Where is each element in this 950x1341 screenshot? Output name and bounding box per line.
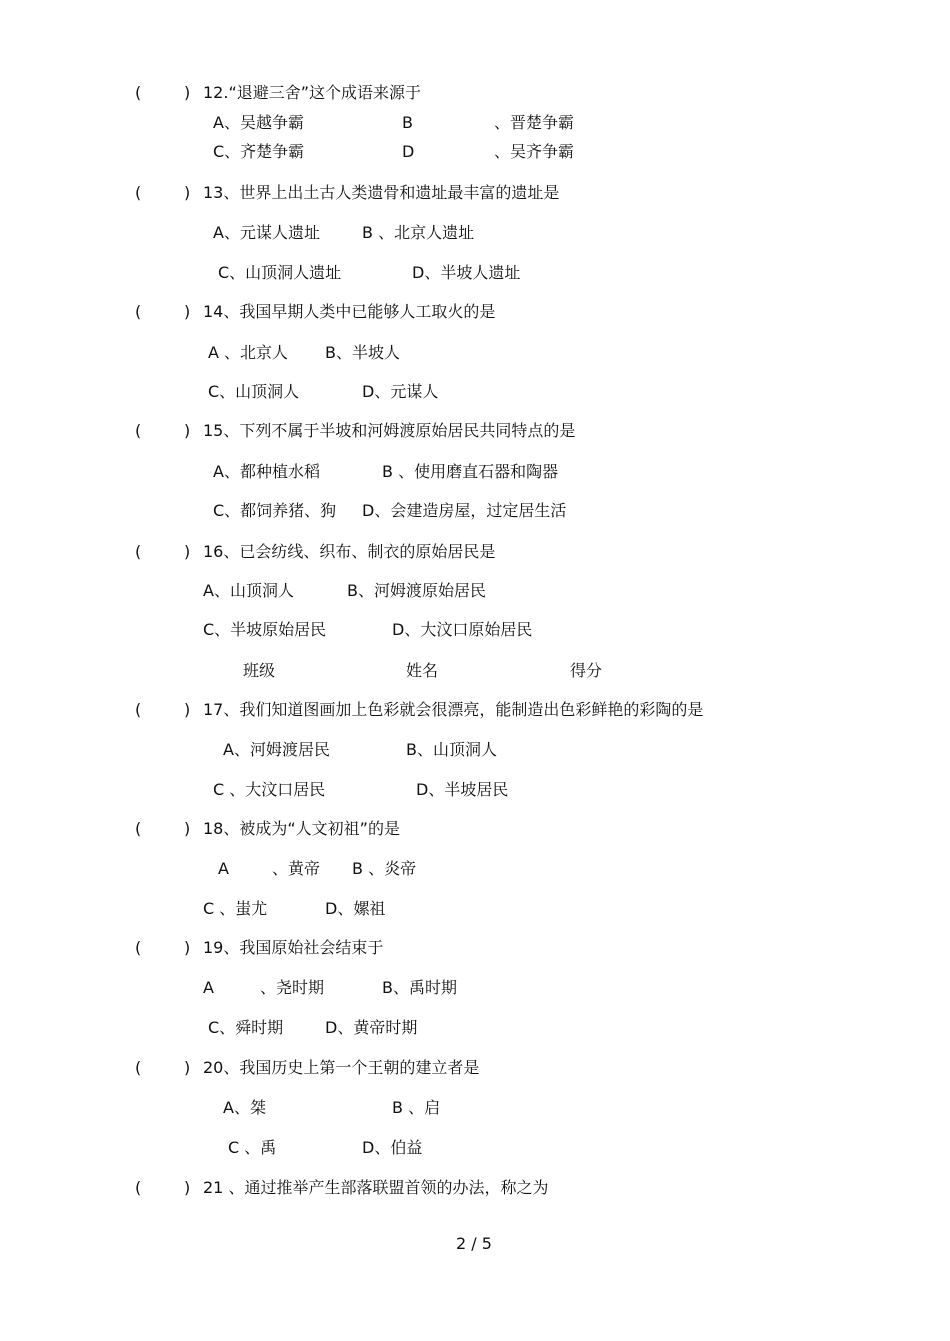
question-19-option-b: B、禹时期 bbox=[382, 978, 457, 997]
question-14-option-d: D、元谋人 bbox=[362, 382, 439, 401]
answer-bracket-close: ) bbox=[184, 542, 191, 561]
question-17-option-a: A、河姆渡居民 bbox=[223, 740, 330, 759]
question-12-stem: 12.“退避三舍”这个成语来源于 bbox=[203, 83, 422, 102]
question-20-option-d: D、伯益 bbox=[362, 1138, 423, 1157]
question-20-stem: 20、我国历史上第一个王朝的建立者是 bbox=[203, 1058, 480, 1077]
question-18-option-b: B 、炎帝 bbox=[352, 859, 417, 878]
question-17-option-d: D、半坡居民 bbox=[416, 780, 509, 799]
answer-bracket-open: ( bbox=[135, 542, 142, 561]
answer-bracket-open: ( bbox=[135, 1058, 142, 1077]
question-12-option-b-letter: B bbox=[402, 113, 413, 132]
question-14-stem: 14、我国早期人类中已能够人工取火的是 bbox=[203, 302, 496, 321]
question-19-stem: 19、我国原始社会结束于 bbox=[203, 938, 384, 957]
question-18-option-a-text: 、黄帝 bbox=[272, 859, 321, 878]
answer-bracket-open: ( bbox=[135, 183, 142, 202]
class-label: 班级 bbox=[243, 661, 276, 680]
question-13-option-d: D、半坡人遗址 bbox=[412, 263, 521, 282]
question-15-option-c: C、都饲养猪、狗 bbox=[213, 501, 337, 520]
question-13-stem: 13、世界上出土古人类遗骨和遗址最丰富的遗址是 bbox=[203, 183, 560, 202]
answer-bracket-close: ) bbox=[184, 83, 191, 102]
question-18-option-a-letter: A bbox=[218, 859, 229, 878]
question-14-option-b: B、半坡人 bbox=[325, 343, 400, 362]
answer-bracket-close: ) bbox=[184, 819, 191, 838]
question-13-option-c: C、山顶洞人遗址 bbox=[218, 263, 342, 282]
question-12-option-a: A、吴越争霸 bbox=[213, 113, 304, 132]
question-21-stem: 21 、通过推举产生部落联盟首领的办法，称之为 bbox=[203, 1178, 549, 1197]
question-12-option-d-text: 、吴齐争霸 bbox=[494, 142, 575, 161]
question-16-option-a: A、山顶洞人 bbox=[203, 581, 294, 600]
answer-bracket-close: ) bbox=[184, 700, 191, 719]
question-14-option-c: C、山顶洞人 bbox=[208, 382, 300, 401]
answer-bracket-close: ) bbox=[184, 938, 191, 957]
question-20-option-a: A、桀 bbox=[223, 1098, 266, 1117]
answer-bracket-close: ) bbox=[184, 302, 191, 321]
question-16-option-d: D、大汶口原始居民 bbox=[392, 620, 533, 639]
answer-bracket-close: ) bbox=[184, 1058, 191, 1077]
answer-bracket-open: ( bbox=[135, 938, 142, 957]
question-13-option-b: B 、北京人遗址 bbox=[362, 223, 475, 242]
question-16-stem: 16、已会纺线、织布、制衣的原始居民是 bbox=[203, 542, 496, 561]
score-label: 得分 bbox=[570, 661, 603, 680]
answer-bracket-close: ) bbox=[184, 421, 191, 440]
answer-bracket-open: ( bbox=[135, 819, 142, 838]
answer-bracket-open: ( bbox=[135, 1178, 142, 1197]
question-19-option-d: D、黄帝时期 bbox=[325, 1018, 418, 1037]
question-20-option-c: C 、禹 bbox=[228, 1138, 277, 1157]
question-12-option-b-text: 、晋楚争霸 bbox=[494, 113, 575, 132]
question-16-option-b: B、河姆渡原始居民 bbox=[347, 581, 486, 600]
answer-bracket-open: ( bbox=[135, 302, 142, 321]
question-13-option-a: A、元谋人遗址 bbox=[213, 223, 320, 242]
question-16-option-c: C、半坡原始居民 bbox=[203, 620, 327, 639]
question-18-option-c: C 、蚩尤 bbox=[203, 899, 268, 918]
answer-bracket-open: ( bbox=[135, 421, 142, 440]
question-18-stem: 18、被成为“人文初祖”的是 bbox=[203, 819, 400, 838]
question-18-option-d: D、嫘祖 bbox=[325, 899, 386, 918]
name-label: 姓名 bbox=[406, 661, 439, 680]
question-15-option-d: D、会建造房屋，过定居生活 bbox=[362, 501, 567, 520]
question-19-option-c: C、舜时期 bbox=[208, 1018, 284, 1037]
question-17-option-c: C 、大汶口居民 bbox=[213, 780, 326, 799]
answer-bracket-close: ) bbox=[184, 183, 191, 202]
question-15-option-b: B 、使用磨直石器和陶器 bbox=[382, 462, 559, 481]
answer-bracket-close: ) bbox=[184, 1178, 191, 1197]
question-15-option-a: A、都种植水稻 bbox=[213, 462, 320, 481]
question-17-option-b: B、山顶洞人 bbox=[406, 740, 497, 759]
page-number: 2 / 5 bbox=[456, 1234, 492, 1253]
answer-bracket-open: ( bbox=[135, 83, 142, 102]
question-20-option-b: B 、启 bbox=[392, 1098, 441, 1117]
question-14-option-a: A 、北京人 bbox=[208, 343, 289, 362]
question-12-option-c: C、齐楚争霸 bbox=[213, 142, 305, 161]
question-15-stem: 15、下列不属于半坡和河姆渡原始居民共同特点的是 bbox=[203, 421, 576, 440]
answer-bracket-open: ( bbox=[135, 700, 142, 719]
question-19-option-a-letter: A bbox=[203, 978, 214, 997]
question-17-stem: 17、我们知道图画加上色彩就会很漂亮，能制造出色彩鲜艳的彩陶的是 bbox=[203, 700, 704, 719]
question-19-option-a-text: 、尧时期 bbox=[260, 978, 325, 997]
question-12-option-d-letter: D bbox=[402, 142, 415, 161]
